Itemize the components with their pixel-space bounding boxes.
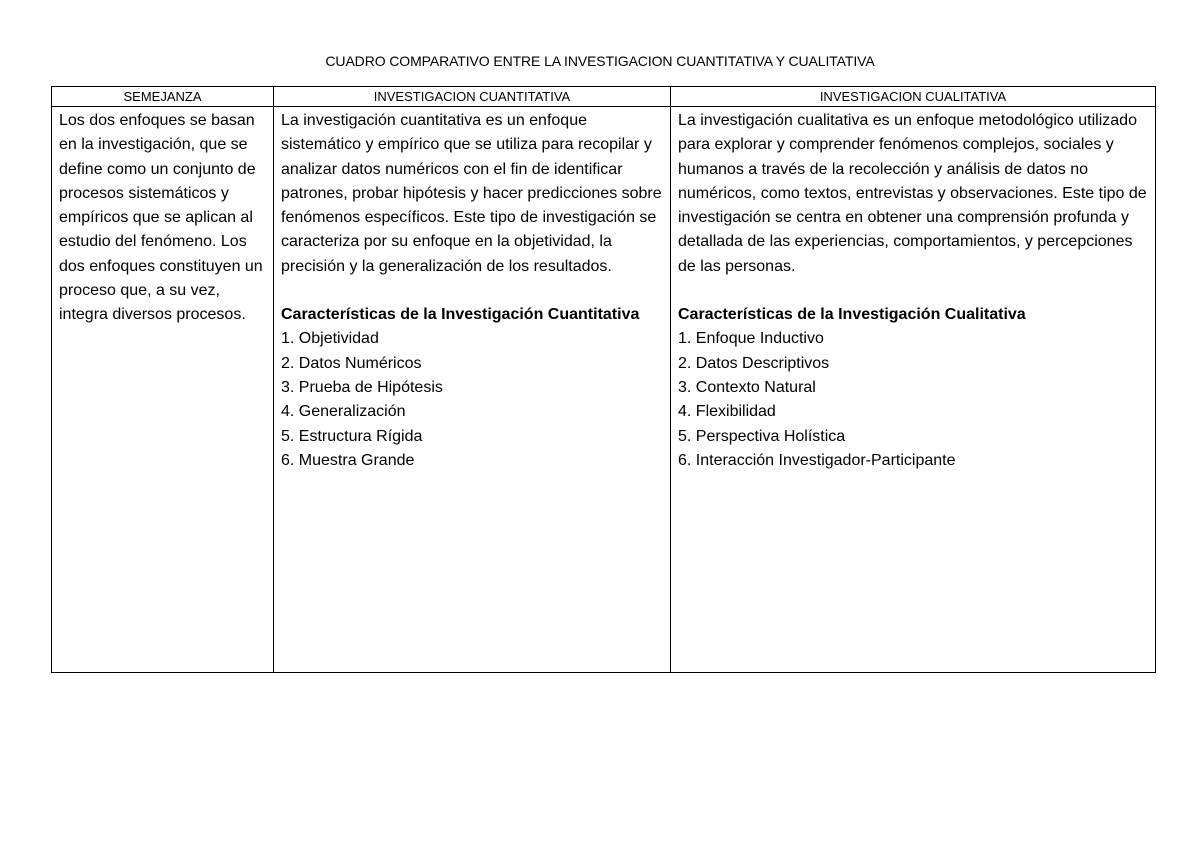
list-item: 2. Datos Numéricos — [281, 354, 422, 372]
cualitativa-subheading: Características de la Investigación Cualitativa — [678, 306, 1026, 324]
list-item: 5. Perspectiva Holística — [678, 427, 846, 445]
list-item: 3. Prueba de Hipótesis — [281, 378, 443, 396]
header-cuantitativa: INVESTIGACION CUANTITATIVA — [274, 87, 671, 107]
cualitativa-characteristics-list — [678, 327, 1149, 473]
semejanza-text: Los dos enfoques se basan en la investigación, que se define como un conjunto de procesos sistemáticos y empíricos que se aplican al estudio del fenómeno. Los dos enfoques constituyen un proceso que, a su vez, integra diversos procesos. — [59, 112, 263, 324]
paragraph-spacer — [678, 279, 1149, 303]
document-title: CUADRO COMPARATIVO ENTRE LA INVESTIGACION CUANTITATIVA Y CUALITATIVA — [325, 53, 875, 69]
list-item: 6. Muestra Grande — [281, 451, 415, 469]
list-item: 4. Flexibilidad — [678, 403, 776, 421]
header-cualitativa: INVESTIGACION CUALITATIVA — [671, 87, 1156, 107]
list-item: 6. Interacción Investigador-Participante — [678, 451, 956, 469]
list-item: 5. Estructura Rígida — [281, 427, 423, 445]
cell-semejanza — [52, 107, 274, 673]
cell-cualitativa — [671, 107, 1156, 673]
cuantitativa-subheading: Características de la Investigación Cuantitativa — [281, 306, 640, 324]
cuantitativa-text: La investigación cuantitativa es un enfoque sistemático y empírico que se utiliza para recopilar y analizar datos numéricos con el fin de identificar patrones, probar hipótesis y hacer predicciones sobre fenómenos específicos. Este tipo de investigación se caracteriza por su enfoque en la objetividad, la precisión y la generalización de los resultados. — [281, 112, 662, 275]
list-item: 2. Datos Descriptivos — [678, 354, 830, 372]
list-item: 4. Generalización — [281, 403, 406, 421]
header-semejanza: SEMEJANZA — [52, 87, 274, 107]
cualitativa-text: La investigación cualitativa es un enfoque metodológico utilizado para explorar y comprender fenómenos complejos, sociales y humanos a través de la recolección y análisis de datos no numéricos, como textos, entrevistas y observaciones. Este tipo de investigación se centra en obtener una comprensión profunda y detallada de las experiencias, comportamientos, y percepciones de las personas. — [678, 112, 1147, 275]
list-item: 3. Contexto Natural — [678, 378, 816, 396]
cell-cuantitativa — [274, 107, 671, 673]
list-item: 1. Enfoque Inductivo — [678, 330, 824, 348]
paragraph-spacer — [281, 279, 664, 303]
list-item: 1. Objetividad — [281, 330, 379, 348]
comparison-table — [51, 86, 1156, 673]
cuantitativa-characteristics-list — [281, 327, 664, 473]
table-body-row — [52, 107, 1156, 673]
table-header-row — [52, 87, 1156, 107]
